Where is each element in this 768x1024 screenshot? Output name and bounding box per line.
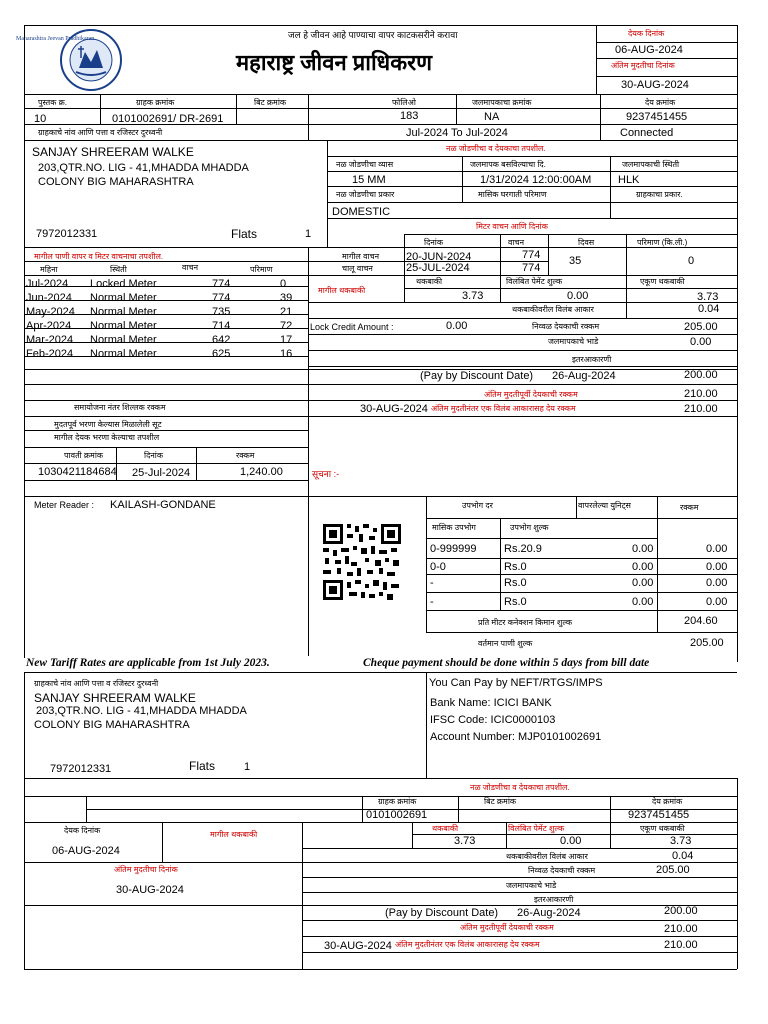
tariff-slab: - <box>430 596 434 608</box>
stub-arrears: 3.73 <box>454 835 476 847</box>
consumer-address-2: COLONY BIG MAHARASHTRA <box>38 176 194 188</box>
discount-amount: 200.00 <box>684 369 718 381</box>
history-status: Locked Meter <box>90 278 157 290</box>
stub-flats-label: Flats <box>189 759 216 773</box>
arrears-label: थकबाकी <box>416 277 443 286</box>
meter-status: HLK <box>618 174 640 186</box>
history-qty: 72 <box>280 320 293 332</box>
stub-bill-date: 06-AUG-2024 <box>52 845 120 857</box>
delayed-fee-label: विलंबित पेमेंट शुल्क <box>506 277 563 286</box>
days-count: 35 <box>569 255 582 267</box>
history-status: Normal Meter <box>90 334 157 346</box>
interest-label: थकबाकीवरील विलंब आकार <box>512 305 594 314</box>
history-reading: 642 <box>212 334 231 346</box>
reading-value-label: वाचन <box>508 238 525 247</box>
reading-date-label: दिनांक <box>424 238 443 247</box>
before-due-amount: 210.00 <box>684 388 718 400</box>
current-charge: 205.00 <box>690 637 724 649</box>
tariff-rate: Rs.0 <box>504 596 527 608</box>
tariff-amount: 0.00 <box>706 577 728 589</box>
bill-period: Jul-2024 To Jul-2024 <box>406 127 508 139</box>
stub-bill-no: 9237451455 <box>628 809 690 821</box>
meter-no-label: जलमापकाचा क्रमांक <box>472 98 532 107</box>
history-month: Apr-2024 <box>26 320 72 332</box>
pipe-dia: 15 MM <box>352 174 386 186</box>
history-qty: 39 <box>280 292 293 304</box>
stub-before-due-label: अंतिम मुदतीपूर्वी देयकाची रक्कम <box>460 923 554 932</box>
total-arrears-label: एकूण थकबाकी <box>640 277 685 286</box>
logo-text: Maharashtra Jeevan Pradhikaran <box>16 36 95 42</box>
consumer-no-label: ग्राहक क्रमांक <box>136 98 175 107</box>
meter-install-label: जलमापक बसविल्याचा दि. <box>470 160 546 169</box>
payment-amount-label: रक्कम <box>236 451 255 460</box>
stub-net-label: निव्वळ देयकाची रक्कम <box>528 866 596 875</box>
quantity-label: परिमाण (कि.ली.) <box>637 238 688 247</box>
meter-reader-label: Meter Reader : <box>34 500 95 510</box>
tariff-slab: 0-999999 <box>430 543 477 555</box>
prev-reading: 774 <box>522 249 541 261</box>
tariff-units: 0.00 <box>632 543 654 555</box>
curr-reading-date: 25-JUL-2024 <box>406 262 470 274</box>
stub-consumer-no: 0101002691 <box>366 809 428 821</box>
stub-bill-date-label: देयक दिनांक <box>64 826 101 835</box>
tariff-rate: Rs.0 <box>504 561 527 573</box>
stub-bit-no-label: बिट क्रमांक <box>484 797 517 806</box>
net-bill-amount: 205.00 <box>684 321 718 333</box>
stub-address-1: 203,QTR.NO. LIG - 41,MHADDA MHADDA <box>36 705 247 717</box>
flats-count: 1 <box>305 228 312 240</box>
ifsc-code: IFSC Code: ICIC0000103 <box>430 714 556 726</box>
lock-credit-amount: 0.00 <box>446 320 468 332</box>
history-status: Normal Meter <box>90 292 157 304</box>
tariff-amount: 0.00 <box>706 561 728 573</box>
stub-consumer-name: SANJAY SHREERAM WALKE <box>34 691 196 705</box>
history-reading: 735 <box>212 306 231 318</box>
total-arrears: 3.73 <box>697 291 719 303</box>
rate-label: उपभोग दर <box>462 501 493 510</box>
stub-delayed-fee-label: विलंबित पेमेंट शुल्क <box>508 824 565 833</box>
net-bill-label: निव्वळ देयकाची रक्कम <box>532 322 600 331</box>
stub-other-label: इतरआकारणी <box>534 895 574 904</box>
history-reading: 714 <box>212 320 231 332</box>
prev-arrears-label: मागील थकबाकी <box>318 286 366 295</box>
curr-reading: 774 <box>522 262 541 274</box>
flats-label: Flats <box>231 227 258 241</box>
consumer-address-1: 203,QTR.NO. LIG - 41,MHADDA MHADDA <box>38 162 249 174</box>
after-due-label: अंतिम मुदतीनंतर एक विलंब आकारासह देय रक्कम <box>431 404 576 413</box>
prompt-discount-label: मुदतपूर्व भरणा केल्यास मिळालेली सूट <box>54 420 162 429</box>
stub-after-due: 210.00 <box>664 939 698 951</box>
pipe-dia-label: नळ जोडणीचा व्यास <box>336 160 394 169</box>
min-charge: 204.60 <box>684 615 718 627</box>
history-reading: 774 <box>212 292 231 304</box>
history-month: Feb-2024 <box>26 348 74 360</box>
tagline: जल हे जीवन आहे पाण्याचा वापर काटकसरीने करावा <box>288 30 458 40</box>
delayed-fee: 0.00 <box>567 290 589 302</box>
tariff-slab: 0-0 <box>430 561 446 573</box>
history-status: Normal Meter <box>90 348 157 360</box>
curr-reading-label: चालू वाचन <box>342 264 373 273</box>
last-payment-label: मागील देयक भरणा केल्याचा तपशील <box>54 433 160 442</box>
meter-no: NA <box>484 111 500 123</box>
stub-consumer-no-label: ग्राहक क्रमांक <box>378 797 417 806</box>
other-charges-label: इतरआकारणी <box>572 355 612 364</box>
stub-interest-label: थकबाकीवरील विलंब आकार <box>506 852 588 861</box>
history-header-status: स्थिती <box>110 265 127 274</box>
account-number: Account Number: MJP0101002691 <box>430 731 602 743</box>
due-date: 30-AUG-2024 <box>621 79 689 91</box>
history-reading: 625 <box>212 348 231 360</box>
stub-due-date-label: अंतिम मुदतीचा दिनांक <box>114 865 178 874</box>
quantity-value: 0 <box>688 255 695 267</box>
history-qty: 21 <box>280 306 293 318</box>
cheque-note: Cheque payment should be done within 5 days from bill date <box>363 657 650 669</box>
payment-date-label: दिनांक <box>144 451 163 460</box>
prev-reading-date: 20-JUN-2024 <box>406 251 472 263</box>
monthly-quota-label: मासिक घरगाती परिमाण <box>478 190 547 199</box>
stub-prev-arrears-label: मागील थकबाकी <box>210 830 258 839</box>
meter-status-label: जलमापकाची स्थिती <box>622 160 680 169</box>
meter-reader-name: KAILASH-GONDANE <box>110 499 216 511</box>
arrears-amount: 3.73 <box>462 290 484 302</box>
history-qty: 17 <box>280 334 293 346</box>
prev-reading-label: मागील वाचन <box>342 252 380 261</box>
meter-rent-label: जलमापकाचे भाडे <box>548 337 599 346</box>
stub-after-due-date: 30-AUG-2024 <box>324 940 392 952</box>
history-header-reading: वाचन <box>182 263 199 272</box>
min-charge-label: प्रति मीटर कनेक्शन किमान शुल्क <box>478 618 573 627</box>
notice-label: सूचना :- <box>312 469 340 479</box>
payment-date: 25-Jul-2024 <box>132 467 191 479</box>
receipt-no: 1030421184684 <box>38 466 117 478</box>
meter-rent-amount: 0.00 <box>690 336 712 348</box>
stub-total-arrears: 3.73 <box>670 835 692 847</box>
history-status: Normal Meter <box>90 306 157 318</box>
folio: 183 <box>400 110 419 122</box>
connection-type: DOMESTIC <box>332 206 391 218</box>
book-no: 10 <box>34 113 47 125</box>
history-header-qty: परिमाण <box>250 265 273 274</box>
stub-discount-amount: 200.00 <box>664 905 698 917</box>
current-charge-label: वर्तमान पाणी शुल्क <box>478 639 533 648</box>
consumer-no: 0101002691/ DR-2691 <box>112 113 224 125</box>
bill-date: 06-AUG-2024 <box>615 44 683 56</box>
stub-delayed-fee: 0.00 <box>560 835 582 847</box>
before-due-label: अंतिम मुदतीपूर्वी देयकाची रक्कम <box>484 390 578 399</box>
history-month: May-2024 <box>26 306 75 318</box>
tariff-units: 0.00 <box>632 561 654 573</box>
stub-discount-date: 26-Aug-2024 <box>517 907 581 919</box>
bank-name: Bank Name: ICICI BANK <box>430 697 552 709</box>
stub-address-label: ग्राहकाचे नांव आणि पत्ता व रजिस्टर दुरध्वनी <box>34 679 159 688</box>
stub-due-date: 30-AUG-2024 <box>116 884 184 896</box>
stub-discount-label: (Pay by Discount Date) <box>385 907 499 919</box>
days-label: दिवस <box>578 238 595 247</box>
stub-after-due-label: अंतिम मुदतीनंतर एक विलंब आकारासह देय रक्कम <box>395 940 540 949</box>
payment-amount: 1,240.00 <box>240 466 283 478</box>
history-header-month: महिना <box>40 265 58 274</box>
stub-total-arrears-label: एकूण थकबाकी <box>640 824 685 833</box>
address-label: ग्राहकाचे नांव आणि पत्ता व रजिस्टर दुरध्वनी <box>38 128 163 137</box>
history-status: Normal Meter <box>90 320 157 332</box>
history-reading: 774 <box>212 278 231 290</box>
monthly-use-label: मासिक उपभोग <box>432 523 476 532</box>
stub-connection-title: नळ जोडणीचा व देयकाचा तपशील. <box>470 783 570 792</box>
tariff-amount-label: रक्कम <box>680 503 699 512</box>
history-qty: 16 <box>280 348 293 360</box>
tariff-slab: - <box>430 577 434 589</box>
stub-meter-rent-label: जलमापकाचे भाडे <box>506 881 557 890</box>
stub-interest: 0.04 <box>672 850 694 862</box>
tariff-rate: Rs.20.9 <box>504 543 542 555</box>
reading-title: मिटर वाचन आणि दिनांक <box>476 222 548 231</box>
org-name: महाराष्ट्र जीवन प्राधिकरण <box>236 50 433 75</box>
history-month: Jul-2024 <box>26 278 69 290</box>
stub-bill-no-label: देय क्रमांक <box>652 797 683 806</box>
tariff-units: 0.00 <box>632 596 654 608</box>
tariff-amount: 0.00 <box>706 543 728 555</box>
receipt-no-label: पावती क्रमांक <box>64 451 104 460</box>
bill-date-label: देयक दिनांक <box>628 29 665 38</box>
stub-phone: 7972012331 <box>50 763 112 775</box>
consumer-name: SANJAY SHREERAM WALKE <box>32 145 194 159</box>
stub-flats: 1 <box>244 761 251 773</box>
bill-no-label: देय क्रमांक <box>645 98 676 107</box>
consumer-type-label: ग्राहकाचा प्रकार. <box>636 190 683 199</box>
meter-install-date: 1/31/2024 12:00:00AM <box>480 174 592 186</box>
connection-status: Connected <box>620 127 674 139</box>
pay-via: You Can Pay by NEFT/RTGS/IMPS <box>429 677 603 689</box>
units-used-label: वापरलेल्या युनिट्स <box>578 501 631 510</box>
adjusted-balance-label: समायोजना नंतर शिल्लक रक्कम <box>74 403 166 412</box>
tariff-amount: 0.00 <box>706 596 728 608</box>
connection-title: नळ जोडणीचा व देयकाचा तपशील. <box>446 144 546 153</box>
discount-date: 26-Aug-2024 <box>552 370 616 382</box>
history-title: मागील पाणी वापर व मिटर वाचनाचा तपशील. <box>34 252 164 261</box>
due-date-label: अंतिम मुदतीचा दिनांक <box>611 61 675 70</box>
discount-date-label: (Pay by Discount Date) <box>420 370 534 382</box>
stub-net: 205.00 <box>656 864 690 876</box>
payment-qr-code <box>321 522 403 602</box>
connection-type-label: नळ जोडणीचा प्रकार <box>336 190 395 199</box>
tariff-note: New Tariff Rates are applicable from 1st July 2023. <box>26 657 270 669</box>
history-month: Jun-2024 <box>26 292 72 304</box>
folio-label: फोलिओ <box>392 98 416 107</box>
bill-no: 9237451455 <box>626 111 688 123</box>
stub-arrears-label: थकबाकी <box>432 824 459 833</box>
stub-address-2: COLONY BIG MAHARASHTRA <box>34 719 190 731</box>
tariff-units: 0.00 <box>632 577 654 589</box>
lock-credit-label: Lock Credit Amount : <box>310 322 394 332</box>
stub-before-due: 210.00 <box>664 923 698 935</box>
after-due-date: 30-AUG-2024 <box>360 403 428 415</box>
history-qty: 0 <box>280 278 287 290</box>
history-month: Mar-2024 <box>26 334 74 346</box>
tariff-rate: Rs.0 <box>504 577 527 589</box>
use-charge-label: उपभोग शुल्क <box>510 523 549 532</box>
bit-no-label: बिट क्रमांक <box>254 98 287 107</box>
book-no-label: पुस्तक क्र. <box>38 98 67 107</box>
after-due-amount: 210.00 <box>684 403 718 415</box>
consumer-phone: 7972012331 <box>36 228 98 240</box>
interest-amount: 0.04 <box>698 303 720 315</box>
